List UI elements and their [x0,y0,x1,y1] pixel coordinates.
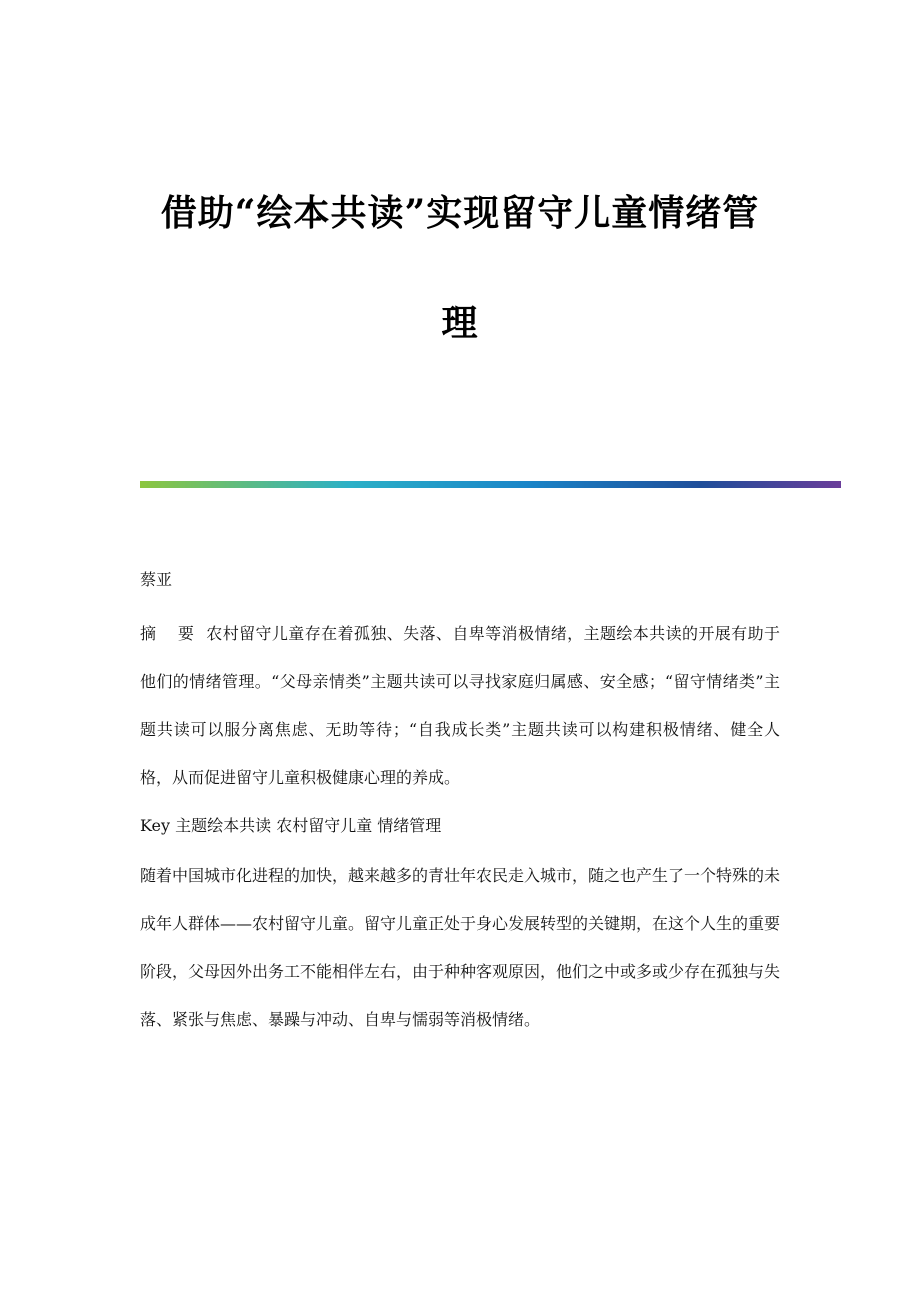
gradient-divider [140,481,841,488]
abstract-label: 摘 要 [140,624,203,643]
body-paragraph-1: 随着中国城市化进程的加快，越来越多的青壮年农民走入城市，随之也产生了一个特殊的未成年人群体——农村留守儿童。留守儿童正处于身心发展转型的关键期，在这个人生的重要阶段，父母因外出务工不能相伴左右，由于种种客观原因，他们之中或多或少存在孤独与失落、紧张与焦虑、暴躁与冲动、自卑与懦弱等消极情绪。 [140,866,781,1029]
keywords-line: Key 主题绘本共读 农村留守儿童 情绪管理 [140,816,442,835]
abstract-text: 农村留守儿童存在着孤独、失落、自卑等消极情绪，主题绘本共读的开展有助于他们的情绪管理。“父母亲情类”主题共读可以寻找家庭归属感、安全感；“留守情绪类”主题共读可以服分离焦虑、无助等待；“自我成长类”主题共读可以构建积极情绪、健全人格，从而促进留守儿童积极健康心理的养成。 [140,624,780,787]
document-body [140,560,780,1044]
abstract-paragraph [140,610,780,802]
author-name: 蔡亚 [140,570,173,589]
title-line-1: 借助“绘本共读”实现留守儿童情绪管 [160,192,760,234]
title-line-2: 理 [441,302,479,344]
document-title [100,186,820,350]
